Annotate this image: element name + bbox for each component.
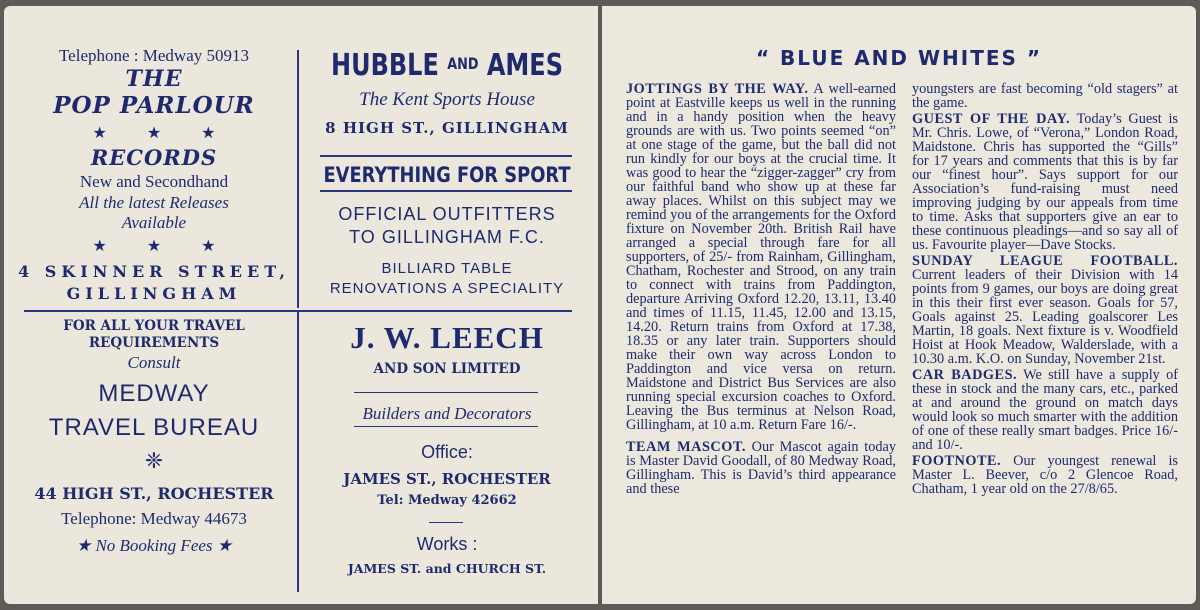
mascot-heading: TEAM MASCOT. xyxy=(626,439,746,455)
pop-parlour-telephone: Telephone : Medway 50913 xyxy=(58,46,249,65)
hubble-name-and: AND xyxy=(447,54,479,73)
hubble-name-a: HUBBLE xyxy=(331,48,439,83)
leech-office-address: JAMES ST., ROCHESTER xyxy=(343,470,551,488)
page-title: “ BLUE AND WHITES ” xyxy=(755,46,1043,70)
leech-name: J. W. LEECH xyxy=(350,320,544,355)
leech-office-telephone: Tel: Medway 42662 xyxy=(377,493,517,508)
medway-travel-ad xyxy=(14,318,294,556)
medway-travel-name-2: TRAVEL BUREAU xyxy=(48,414,260,441)
pop-parlour-town: GILLINGHAM xyxy=(66,284,242,303)
medway-travel-line2: REQUIREMENTS xyxy=(88,335,220,351)
pop-parlour-ad xyxy=(14,46,294,256)
pop-parlour-available: Available xyxy=(121,213,187,232)
leech-rule-1 xyxy=(354,392,538,393)
footnote-text: Our youngest renewal is Master L. Beever, c/o 2 Glencoe Road, Chatham, 1 year old on the 27/8/65. xyxy=(912,453,1178,497)
column-left xyxy=(626,82,896,504)
hubble-ames-ad xyxy=(300,48,594,137)
leech-ad xyxy=(300,320,594,377)
mascot-continued: youngsters are fast becoming “old stagers” at the game. xyxy=(912,81,1178,111)
pop-parlour-stars: ★ ★ ★ xyxy=(92,125,234,142)
leech-builders: Builders and Decorators xyxy=(362,404,532,423)
column-right xyxy=(912,82,1178,504)
sunday-heading: SUNDAY LEAGUE FOOTBALL. xyxy=(912,253,1178,269)
leech-and-son: AND SON LIMITED xyxy=(373,361,521,377)
right-page xyxy=(602,6,1196,604)
hubble-official-2: TO GILLINGHAM F.C. xyxy=(349,227,545,247)
badges-paragraph xyxy=(912,368,1178,452)
pop-parlour-the: THE xyxy=(125,66,183,92)
sunday-text: Current leaders of their Division with 14 points from 9 games, our boys are doing great in this their first ever season. Goals for 57, Goals against 25. Leading goalscorer Les Martin, 18 goals. Next fixture is v. Woodfield Hoist at Hook Meadow, Walderslade, with a 10.30 a.m. K.O. on Sunday, November 21st. xyxy=(912,267,1178,367)
jottings-paragraph xyxy=(626,82,896,432)
leech-works xyxy=(300,534,594,576)
pop-parlour-title: POP PARLOUR xyxy=(53,92,255,119)
pop-parlour-latest: All the latest Releases xyxy=(79,193,229,212)
medway-travel-name-1: MEDWAY xyxy=(98,380,210,407)
leech-office-label: Office: xyxy=(421,442,473,462)
medway-travel-no-booking: ★ No Booking Fees ★ xyxy=(75,536,233,555)
hubble-billiard-2: RENOVATIONS A SPECIALITY xyxy=(329,280,565,297)
badges-heading: CAR BADGES. xyxy=(912,367,1018,383)
leech-works-address: JAMES ST. and CHURCH ST. xyxy=(347,561,547,576)
guest-paragraph xyxy=(912,112,1178,252)
mascot-paragraph xyxy=(626,440,896,496)
jottings-text: A well-earned point at Eastville keeps us well in the running and in a handy position when the heavy grounds are with us. Two points seemed “on” at one stage of the game, but the ball did not run kindly for our boys at the crucial time. It was good to hear the “zigger-zagger” cry from our faithful band who show up at these far away places. Whilst on this subject may we remind you of the arrangements for the Oxford fixture on November 20th. British Rail have arranged a special through fare for all supporters, of 25/- from Rainham, Gillingham, Chatham, Rochester and Strood, on any train to connect with trains from Paddington, departure Arriving Oxford 12.20, 13.11, 13.40 and times of 11.15, 11.45, 12.00 and 13.15, 14.20. Return trains from Oxford at 17.38, 18.35 or any later train. Supporters should make their own way across London to Paddington and vice versa on return. Maidstone and District Bus Services are also running special excursion coaches to Oxford. Leaving the Bus terminus at Nelson Road, Gillingham, at 10 a.m. Return Fare 16/-. xyxy=(626,81,896,433)
leech-works-label: Works : xyxy=(416,534,478,554)
ornament-icon: ❈ xyxy=(144,448,164,473)
pop-parlour-new-secondhand: New and Secondhand xyxy=(79,172,229,191)
medway-travel-consult: Consult xyxy=(127,353,181,372)
footnote-paragraph xyxy=(912,454,1178,496)
hubble-everything-for-sport: EVERYTHING FOR SPORT xyxy=(323,163,571,187)
hubble-rule-1 xyxy=(320,155,572,157)
leech-rule-2 xyxy=(354,426,538,427)
hubble-tagline: The Kent Sports House xyxy=(359,89,535,110)
badges-text: We still have a supply of these in stock and the many cars, etc., parked at and around the ground on match days would look so much smarter with the addition of one of these really smart badges. Price 16/- and 10/-. xyxy=(912,367,1178,453)
jottings-heading: JOTTINGS BY THE WAY. xyxy=(626,81,809,97)
hubble-ames-name xyxy=(329,48,564,83)
mascot-text: Our Mascot again today is Master David Goodall, of 80 Medway Road, Gillingham. This is David’s third appearance and these xyxy=(626,439,897,497)
leech-office xyxy=(300,442,594,508)
vertical-divider-bottom xyxy=(297,312,299,592)
medway-travel-address: 44 HIGH ST., ROCHESTER xyxy=(34,484,274,503)
guest-heading: GUEST OF THE DAY. xyxy=(912,111,1071,127)
footnote-heading: FOOTNOTE. xyxy=(912,453,1002,469)
hubble-rule-2 xyxy=(320,190,572,192)
leech-rule-3 xyxy=(429,522,463,523)
hubble-official-1: OFFICIAL OUTFITTERS xyxy=(338,204,556,224)
hubble-address: 8 HIGH ST., GILLINGHAM xyxy=(325,119,569,137)
left-page xyxy=(4,6,598,604)
pop-parlour-address: 4 SKINNER STREET, xyxy=(18,262,290,281)
pop-parlour-stars-2: ★ ★ ★ xyxy=(92,238,234,255)
sunday-paragraph xyxy=(912,254,1178,366)
vertical-divider-top xyxy=(297,50,299,308)
medway-travel-telephone: Telephone: Medway 44673 xyxy=(61,509,247,528)
hubble-billiard-1: BILLIARD TABLE xyxy=(381,260,513,277)
pop-parlour-records: RECORDS xyxy=(90,145,218,170)
hubble-services xyxy=(300,204,594,297)
medway-travel-line1: FOR ALL YOUR TRAVEL xyxy=(63,318,245,334)
guest-text: Today’s Guest is Mr. Chris. Lowe, of “Verona,” London Road, Maidstone. Chris has supported the “Gills” for 17 years and comments that this is by far our “finest hour”. Says support for our Association’s fund-raising must need improving judging by our appeals from time to time. Asks that supporters give an ear to these continuous pleadings—and so say all of us. Favourite player—Dave Stocks. xyxy=(912,111,1178,253)
hubble-name-b: AMES xyxy=(486,48,563,83)
